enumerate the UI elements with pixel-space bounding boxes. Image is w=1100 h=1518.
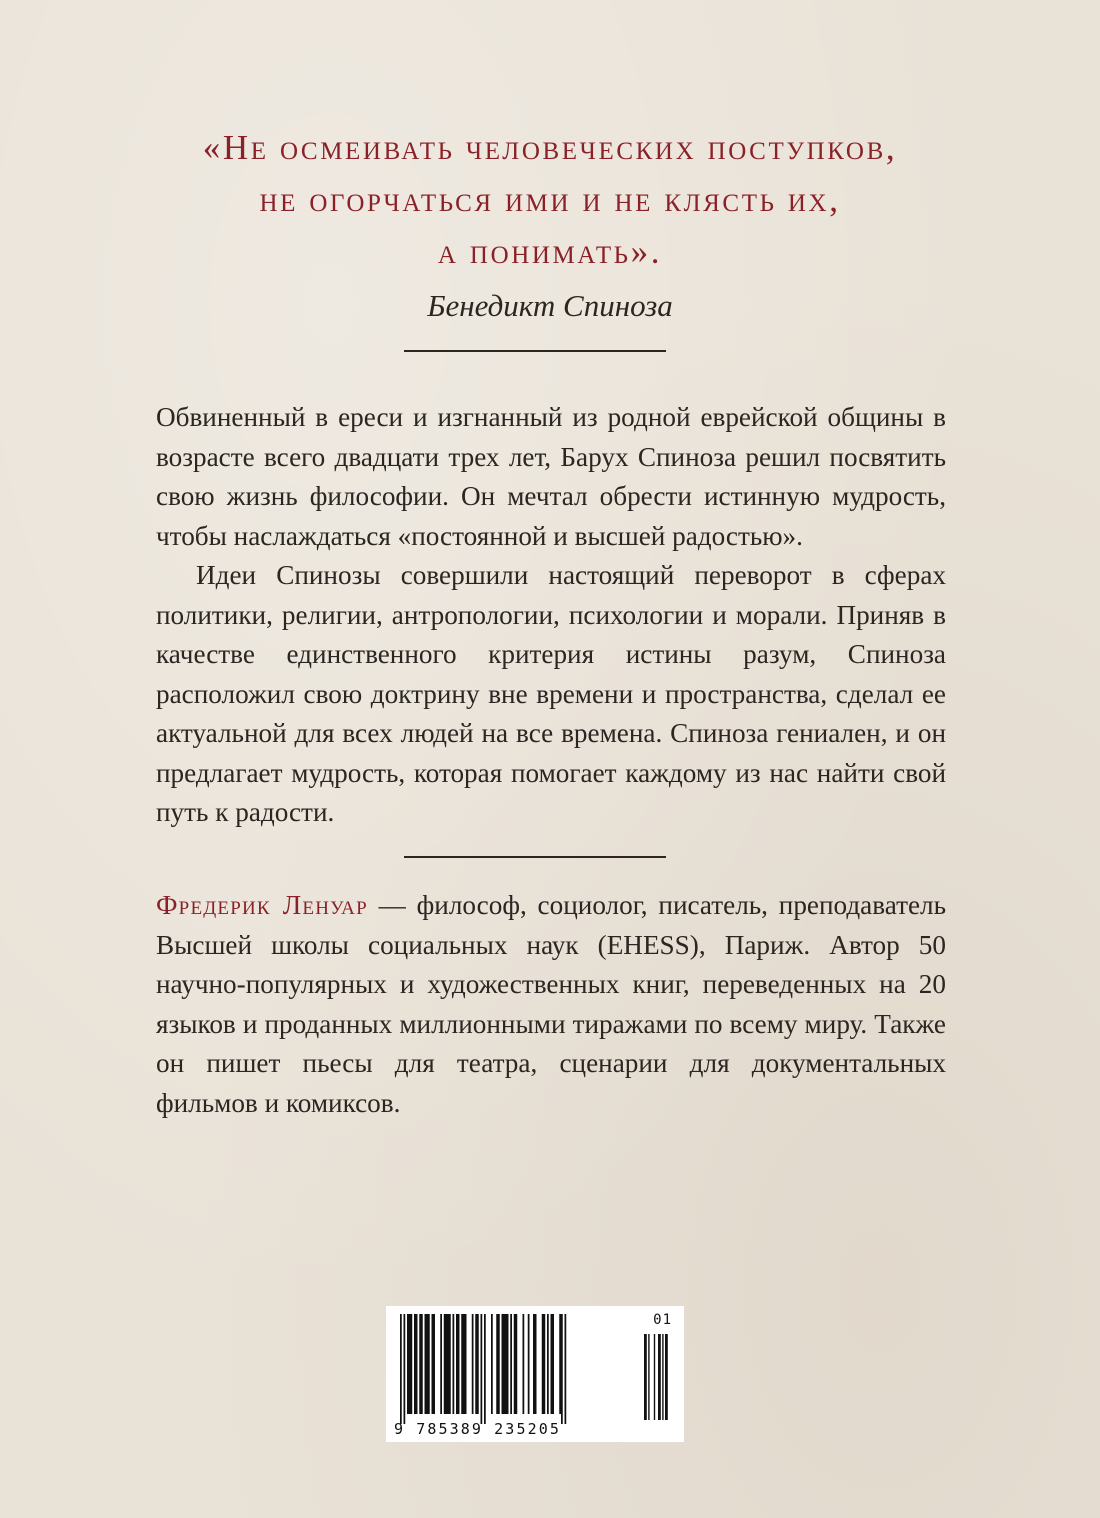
isbn-barcode [386,1306,684,1442]
barcode-bar [425,1314,430,1414]
barcode-bar [654,1334,655,1420]
bio-text: — философ, социолог, писатель, преподаватель Высшей школы социальных наук (EHESS), Париж. Автор 50 научно-популярных и художественных книг, переведенных на 20 языков и проданных миллионными тиражами по всему миру. Также он пишет пьесы для театра, сценарии для документальных фильмов и комиксов. [156,890,946,1118]
divider [404,350,666,352]
barcode-bar [407,1314,412,1414]
epigraph [0,122,1100,328]
quote-line: не огорчаться ими и не клясть их, [259,180,841,219]
barcode-bar [453,1314,455,1414]
barcode-bar [400,1314,402,1424]
description-paragraph: Идеи Спинозы совершили настоящий переворот в сферах политики, религии, антропологии, психологии и морали. Приняв в качестве единственного критерия истины разум, Спиноза расположил свою доктрину вне времени и пространства, сделал ее актуальной для всех людей на все времена. Спиноза гениален, и он предлагает мудрость, которая помогает каждому из нас найти свой путь к радости. [156,560,946,827]
barcode-bar [484,1314,486,1424]
description-paragraph: Обвиненный в ереси и изгнанный из родной еврейской общины в возрасте всего двадцати трех лет, Барух Спиноза решил посвятить свою жизнь философии. Он мечтал обрести истинную мудрость, чтобы наслаждаться «постоянной и высшей радостью». [156,402,946,551]
barcode-bar [472,1314,474,1414]
barcode-bar [533,1314,537,1414]
barcode-bar [662,1334,663,1420]
barcode-bar [665,1334,668,1420]
author-name: Фредерик Ленуар [156,890,368,920]
barcode-bar [481,1314,483,1424]
barcode-bar [404,1314,406,1424]
barcode-bar [444,1314,451,1414]
barcode-bar [559,1314,561,1414]
barcode-bar [547,1314,549,1414]
barcode-bar [658,1334,661,1420]
barcode-bar [440,1314,442,1414]
barcode-bar [565,1314,567,1424]
barcode-bar [432,1314,436,1414]
barcode-bar [528,1314,530,1414]
barcode-bar [419,1314,423,1414]
barcode-bar [551,1314,555,1414]
barcode-bar [510,1314,512,1414]
barcode-digits: 9 785389 235205 [394,1420,561,1438]
divider [404,856,666,858]
barcode-bar [542,1314,546,1414]
barcode-bar [491,1314,493,1414]
barcode-bar [561,1314,563,1424]
barcode-bar [461,1314,466,1414]
quote-author: Бенедикт Спиноза [427,288,673,323]
barcode-bar [475,1314,479,1414]
barcode-bar [514,1314,518,1414]
barcode-bar [644,1334,647,1420]
barcode-addon-number: 01 [653,1312,672,1328]
author-bio [156,886,946,1123]
barcode-bar [502,1314,509,1414]
barcode-bar [648,1334,649,1420]
book-description [156,398,946,833]
bio-paragraph [156,886,946,1123]
barcode-bar [414,1314,418,1414]
quote-line: «Не осмеивать человеческих поступков, [202,128,898,167]
quote-line: а понимать». [437,232,663,271]
barcode-bar [496,1314,500,1414]
barcode-bar [456,1314,460,1414]
barcode-bar [523,1314,525,1414]
